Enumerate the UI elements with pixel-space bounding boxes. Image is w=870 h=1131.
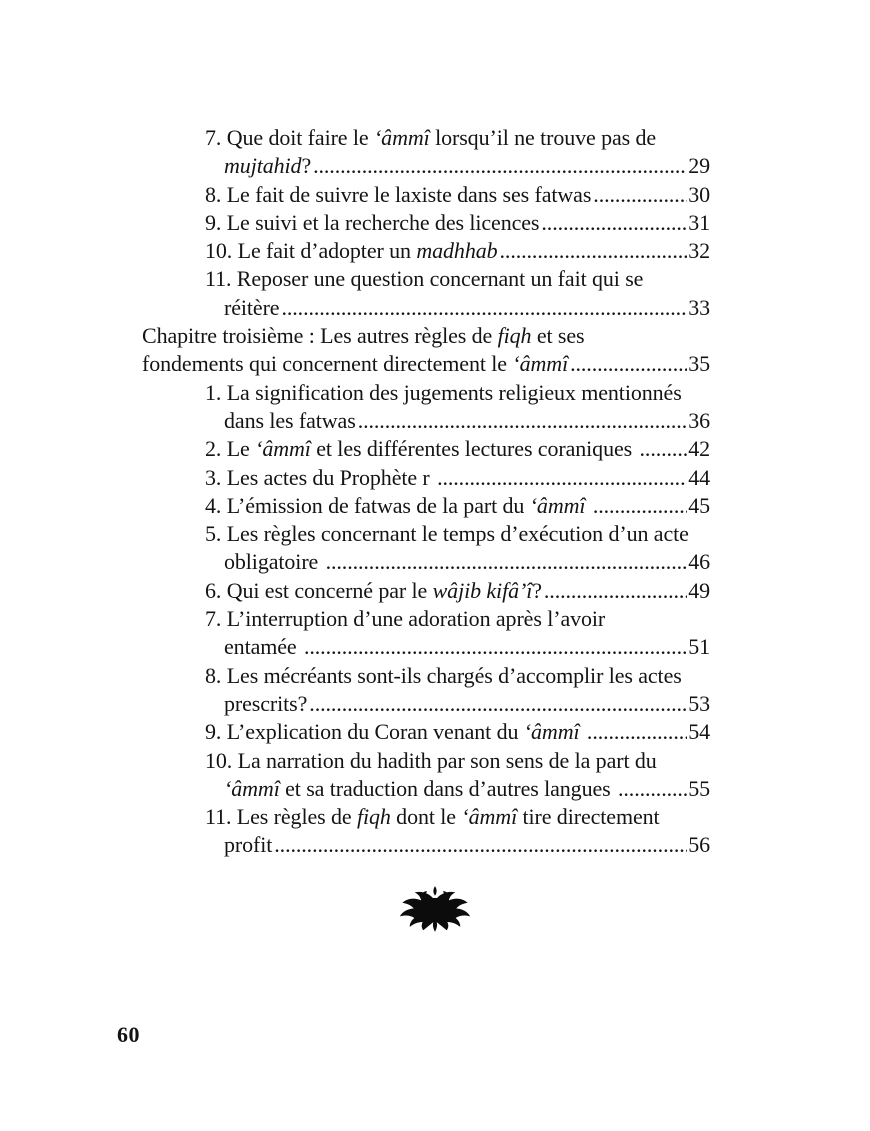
dot-leader: [358, 407, 688, 435]
page-ref: 53: [688, 690, 710, 716]
toc-text: et sa traduction dans d’autres langues: [279, 775, 616, 801]
dot-leader: [640, 435, 688, 463]
toc-term-italic: madhhab: [416, 238, 498, 264]
toc-term-italic: ‘âmmî: [512, 351, 569, 377]
toc-line: [142, 690, 710, 718]
toc-term-italic: ‘âmmî: [255, 436, 311, 462]
toc-text: réitère: [224, 294, 280, 320]
toc-text: ?: [532, 577, 542, 603]
dot-leader: [593, 492, 687, 520]
toc-line: [142, 237, 710, 265]
toc-line: [142, 662, 710, 690]
toc-text: ?: [301, 153, 312, 179]
toc-text: dont le: [390, 804, 462, 830]
toc-text: 6. Qui est concerné par le: [205, 577, 433, 603]
page-ref: 54: [688, 719, 710, 745]
page-ref: 49: [688, 577, 710, 603]
toc-term-italic: ‘âmmî: [373, 125, 430, 150]
toc-line: [142, 464, 710, 492]
toc-text: 7. L’interruption d’une adoration après l’avoir: [205, 606, 606, 632]
toc-line: [142, 435, 710, 463]
toc-line: [142, 718, 710, 746]
page-ref: 56: [688, 832, 710, 858]
toc-line: [142, 265, 710, 293]
toc-line: [142, 803, 710, 831]
toc-term-italic: fiqh: [497, 323, 532, 349]
toc-text: Chapitre troisième : Les autres règles de: [142, 323, 498, 349]
page-ref: 42: [688, 436, 710, 462]
page-ref: 45: [688, 492, 710, 518]
dot-leader: [304, 633, 687, 661]
toc-text: 11. Reposer une question concernant un fait qui se: [205, 266, 644, 292]
toc-line: [142, 775, 710, 803]
toc-text: fondements qui concernent directement le: [142, 351, 513, 377]
toc-text: tire directement: [517, 804, 660, 830]
dot-leader: [274, 831, 687, 859]
toc-term-italic: mujtahid: [224, 153, 302, 179]
toc-line: [142, 492, 710, 520]
dot-leader: [281, 294, 687, 322]
page-ref: 31: [688, 209, 710, 235]
toc-text: 9. Le suivi et la recherche des licences: [205, 209, 540, 235]
toc-text: lorsqu’il ne trouve pas de: [429, 125, 657, 150]
dot-leader: [326, 548, 688, 576]
toc-text: 3. Les actes du Prophète r: [205, 464, 436, 490]
toc-text: 8. Le fait de suivre le laxiste dans ses fatwas: [205, 181, 592, 207]
toc-line: [142, 124, 710, 152]
table-of-contents: [142, 124, 710, 860]
toc-term-italic: fiqh: [356, 804, 391, 830]
toc-text: 11. Les règles de: [205, 804, 357, 830]
toc-line: [142, 633, 710, 661]
dot-leader: [593, 181, 687, 209]
toc-text: 4. L’émission de fatwas de la part du: [205, 492, 530, 518]
page-ref: 55: [688, 775, 710, 801]
toc-line: [142, 322, 710, 350]
toc-line: [142, 831, 710, 859]
dot-leader: [544, 577, 687, 605]
folio-page-number: 60: [117, 1022, 140, 1047]
page-ref: 44: [688, 464, 710, 490]
toc-line: [142, 209, 710, 237]
toc-text: profit: [224, 832, 273, 858]
toc-text: dans les fatwas: [224, 407, 356, 433]
toc-text: et les différentes lectures coraniques: [310, 436, 638, 462]
dot-leader: [313, 152, 687, 180]
page-ref: 46: [688, 549, 710, 575]
page-ref: 30: [688, 181, 710, 207]
toc-term-italic: wâjib kifâ’î: [432, 577, 533, 603]
toc-text: 7. Que doit faire le: [205, 125, 374, 150]
toc-line: [142, 379, 710, 407]
toc-line: [142, 605, 710, 633]
dot-leader: [500, 237, 688, 265]
toc-line: [142, 520, 710, 548]
page-ref: 32: [688, 238, 710, 264]
toc-text: entamée: [224, 634, 302, 660]
page-ref: 35: [688, 351, 710, 377]
fleuron-icon: [398, 884, 472, 934]
toc-text: [580, 718, 585, 746]
toc-line: [142, 747, 710, 775]
toc-text: prescrits?: [224, 690, 308, 716]
toc-text: 2. Le: [205, 436, 256, 462]
page-ref: 51: [688, 634, 710, 660]
toc-text: 10. Le fait d’adopter un: [205, 238, 417, 264]
toc-term-italic: ‘âmmî: [523, 719, 580, 745]
toc-line: [142, 294, 710, 322]
toc-term-italic: ‘âmmî: [529, 492, 586, 518]
toc-text: et ses: [531, 323, 585, 349]
dot-leader: [309, 690, 687, 718]
toc-text: 9. L’explication du Coran venant du: [205, 719, 524, 745]
toc-text: [585, 492, 590, 520]
toc-line: [142, 181, 710, 209]
page-ref: 33: [688, 294, 710, 320]
toc-line: [142, 577, 710, 605]
toc-line: [142, 350, 710, 378]
toc-text: 1. La signification des jugements religieux mentionnés: [205, 379, 682, 405]
toc-text: obligatoire: [224, 549, 324, 575]
toc-line: [142, 548, 710, 576]
page-ref: 36: [688, 407, 710, 433]
toc-text: 8. Les mécréants sont-ils chargés d’accomplir les actes: [205, 662, 682, 688]
toc-line: [142, 407, 710, 435]
dot-leader: [437, 464, 687, 492]
dot-leader: [570, 350, 687, 378]
toc-text: 10. La narration du hadith par son sens de la part du: [205, 747, 657, 773]
toc-term-italic: ‘âmmî: [224, 775, 280, 801]
dot-leader: [587, 718, 687, 746]
toc-line: [142, 152, 710, 180]
dot-leader: [541, 209, 687, 237]
page-ref: 29: [688, 153, 710, 179]
toc-term-italic: ‘âmmî: [461, 804, 518, 830]
toc-text: 5. Les règles concernant le temps d’exécution d’un acte: [205, 521, 689, 547]
dot-leader: [618, 775, 687, 803]
